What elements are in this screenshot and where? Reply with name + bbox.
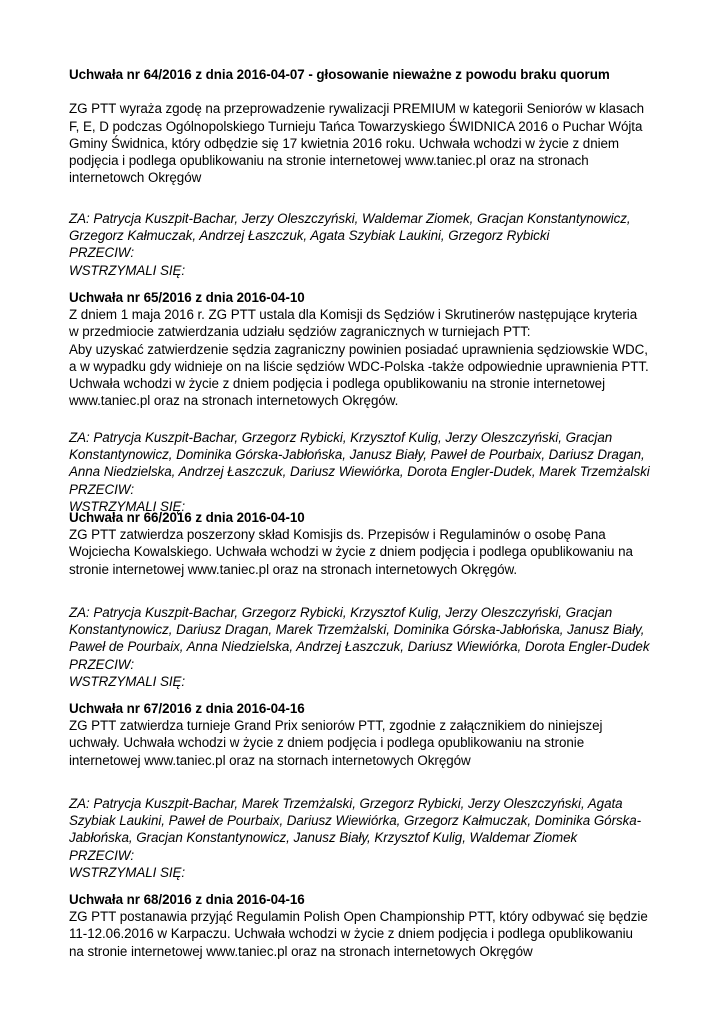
resolution-body-line: ZG PTT wyraża zgodę na przeprowadzenie rywalizacji PREMIUM w kategorii Seniorów w klasach xyxy=(69,101,645,117)
resolution-body-line: Uchwała wchodzi w życie z dniem podjęcia i podlega opublikowaniu na stronie internetowej xyxy=(69,376,605,392)
resolution-66 xyxy=(69,509,669,578)
resolution-67 xyxy=(69,700,669,769)
resolution-body-line: Aby uzyskać zatwierdzenie sędzia zagraniczny powinien posiadać uprawnienia sędziowskie WDC, xyxy=(69,341,648,357)
votes-line: Konstantynowicz, Dariusz Dragan, Marek Trzemżalski, Dominika Górska-Jabłońska, Janusz Biały, xyxy=(69,622,645,638)
votes-abstained: WSTRZYMALI SIĘ: xyxy=(69,262,186,278)
votes-line: Grzegorz Kałmuczak, Andrzej Łaszczuk, Agata Szybiak Laukini, Grzegorz Rybicki xyxy=(69,228,550,244)
resolution-body-line: 11-12.06.2016 w Karpaczu. Uchwała wchodzi w życie z dniem podjęcia i podlega opublikowaniu xyxy=(69,926,633,942)
votes-64 xyxy=(69,210,669,279)
votes-line: ZA: Patrycja Kuszpit-Bachar, Grzegorz Rybicki, Krzysztof Kulig, Jerzy Oleszczyński, Gracjan xyxy=(69,605,613,620)
votes-against: PRZECIW: xyxy=(69,481,135,497)
resolution-body-line: ZG PTT zatwierdza poszerzony skład Komisjis ds. Przepisów i Regulaminów o osobę Pana xyxy=(69,527,606,543)
resolution-title: Uchwała nr 65/2016 z dnia 2016-04-10 xyxy=(69,290,305,305)
votes-against: PRZECIW: xyxy=(69,656,135,672)
votes-line: Anna Niedzielska, Andrzej Łaszczuk, Dariusz Wiewiórka, Dorota Engler-Dudek, Marek Trzemżalski xyxy=(69,464,650,480)
resolution-body-line: ZG PTT postanawia przyjąć Regulamin Polish Open Championship PTT, który odbywać się będzie xyxy=(69,909,648,925)
resolution-title: Uchwała nr 66/2016 z dnia 2016-04-10 xyxy=(69,510,305,525)
votes-line: ZA: Patrycja Kuszpit-Bachar, Marek Trzemżalski, Grzegorz Rybicki, Jerzy Oleszczyński, Agata xyxy=(69,796,623,811)
resolution-body-line: ZG PTT zatwierdza turnieje Grand Prix seniorów PTT, zgodnie z załącznikiem do niniejszej xyxy=(69,718,603,734)
votes-67 xyxy=(69,795,669,881)
resolution-body-line: F, E, D podczas Ogólnopolskiego Turnieju Tańca Towarzyskiego ŚWIDNICA 2016 o Puchar Wójta xyxy=(69,118,643,134)
resolution-body-line: Gminy Świdnica, który odbędzie się 17 kwietnia 2016 roku. Uchwała wchodzi w życie z dniem xyxy=(69,135,620,151)
resolution-body-line: na stronie internetowej www.taniec.pl oraz na stronach internetowych Okręgów xyxy=(69,943,533,959)
votes-line: ZA: Patrycja Kuszpit-Bachar, Grzegorz Rybicki, Krzysztof Kulig, Jerzy Oleszczyński, Gracjan xyxy=(69,430,613,445)
resolution-body-line: internetowej www.taniec.pl oraz na stornach internetowych Okręgów xyxy=(69,752,471,768)
resolution-body-line: www.taniec.pl oraz na stronach internetowych Okręgów. xyxy=(69,393,399,409)
votes-against: PRZECIW: xyxy=(69,245,135,261)
votes-line: Paweł de Pourbaix, Anna Niedzielska, Andrzej Łaszczuk, Dariusz Wiewiórka, Dorota Engler-Dudek xyxy=(69,639,650,655)
resolution-body-line: uchwały. Uchwała wchodzi w życie z dniem podjęcia i podlega opublikowaniu na stronie xyxy=(69,735,585,751)
resolution-body-line: w przedmiocie zatwierdzania udziału sędziów zagranicznych w turniejach PTT: xyxy=(69,324,531,340)
votes-line: Szybiak Laukini, Paweł de Pourbaix, Dariusz Wiewiórka, Grzegorz Kałmuczak, Dominika Górska- xyxy=(69,813,642,829)
votes-line: ZA: Patrycja Kuszpit-Bachar, Jerzy Oleszczyński, Waldemar Ziomek, Gracjan Konstantynowicz, xyxy=(69,211,631,226)
resolution-64 xyxy=(69,66,669,186)
resolution-body-line: internetowch Okręgów xyxy=(69,170,202,186)
resolution-body-line: stronie internetowej www.taniec.pl oraz na stronach internetowych Okręgów. xyxy=(69,561,518,577)
votes-abstained: WSTRZYMALI SIĘ: xyxy=(69,864,186,880)
resolution-body-line: a w wypadku gdy widnieje on na liście sędziów WDC-Polska -także odpowiednie uprawnienia PTT. xyxy=(69,358,649,374)
resolution-title: Uchwała nr 67/2016 z dnia 2016-04-16 xyxy=(69,701,305,716)
resolution-body-line: podjęcia i podlega opublikowaniu na stronie internetowej www.taniec.pl oraz na stronach xyxy=(69,153,589,168)
votes-abstained: WSTRZYMALI SIĘ: xyxy=(69,673,186,689)
resolution-68 xyxy=(69,891,669,960)
votes-66 xyxy=(69,604,669,690)
resolution-body-line: Wojciecha Kowalskiego. Uchwała wchodzi w życie z dniem podjęcia i podlega opublikowaniu na xyxy=(69,544,633,560)
votes-against: PRZECIW: xyxy=(69,847,135,863)
resolution-65 xyxy=(69,289,669,409)
votes-line: Jabłońska, Gracjan Konstantynowicz, Janusz Biały, Krzysztof Kulig, Waldemar Ziomek xyxy=(69,830,578,846)
resolution-title: Uchwała nr 68/2016 z dnia 2016-04-16 xyxy=(69,892,305,907)
votes-line: Konstantynowicz, Dominika Górska-Jabłońska, Janusz Biały, Paweł de Pourbaix, Dariusz Dragan, xyxy=(69,447,645,463)
votes-abstained: WSTRZYMALI SIĘ: xyxy=(69,498,186,514)
resolution-body-line: Z dniem 1 maja 2016 r. ZG PTT ustala dla Komisji ds Sędziów i Skrutinerów następujące kryteria xyxy=(69,307,638,323)
votes-65 xyxy=(69,429,669,515)
resolution-title: Uchwała nr 64/2016 z dnia 2016-04-07 - głosowanie nieważne z powodu braku quorum xyxy=(69,67,610,82)
